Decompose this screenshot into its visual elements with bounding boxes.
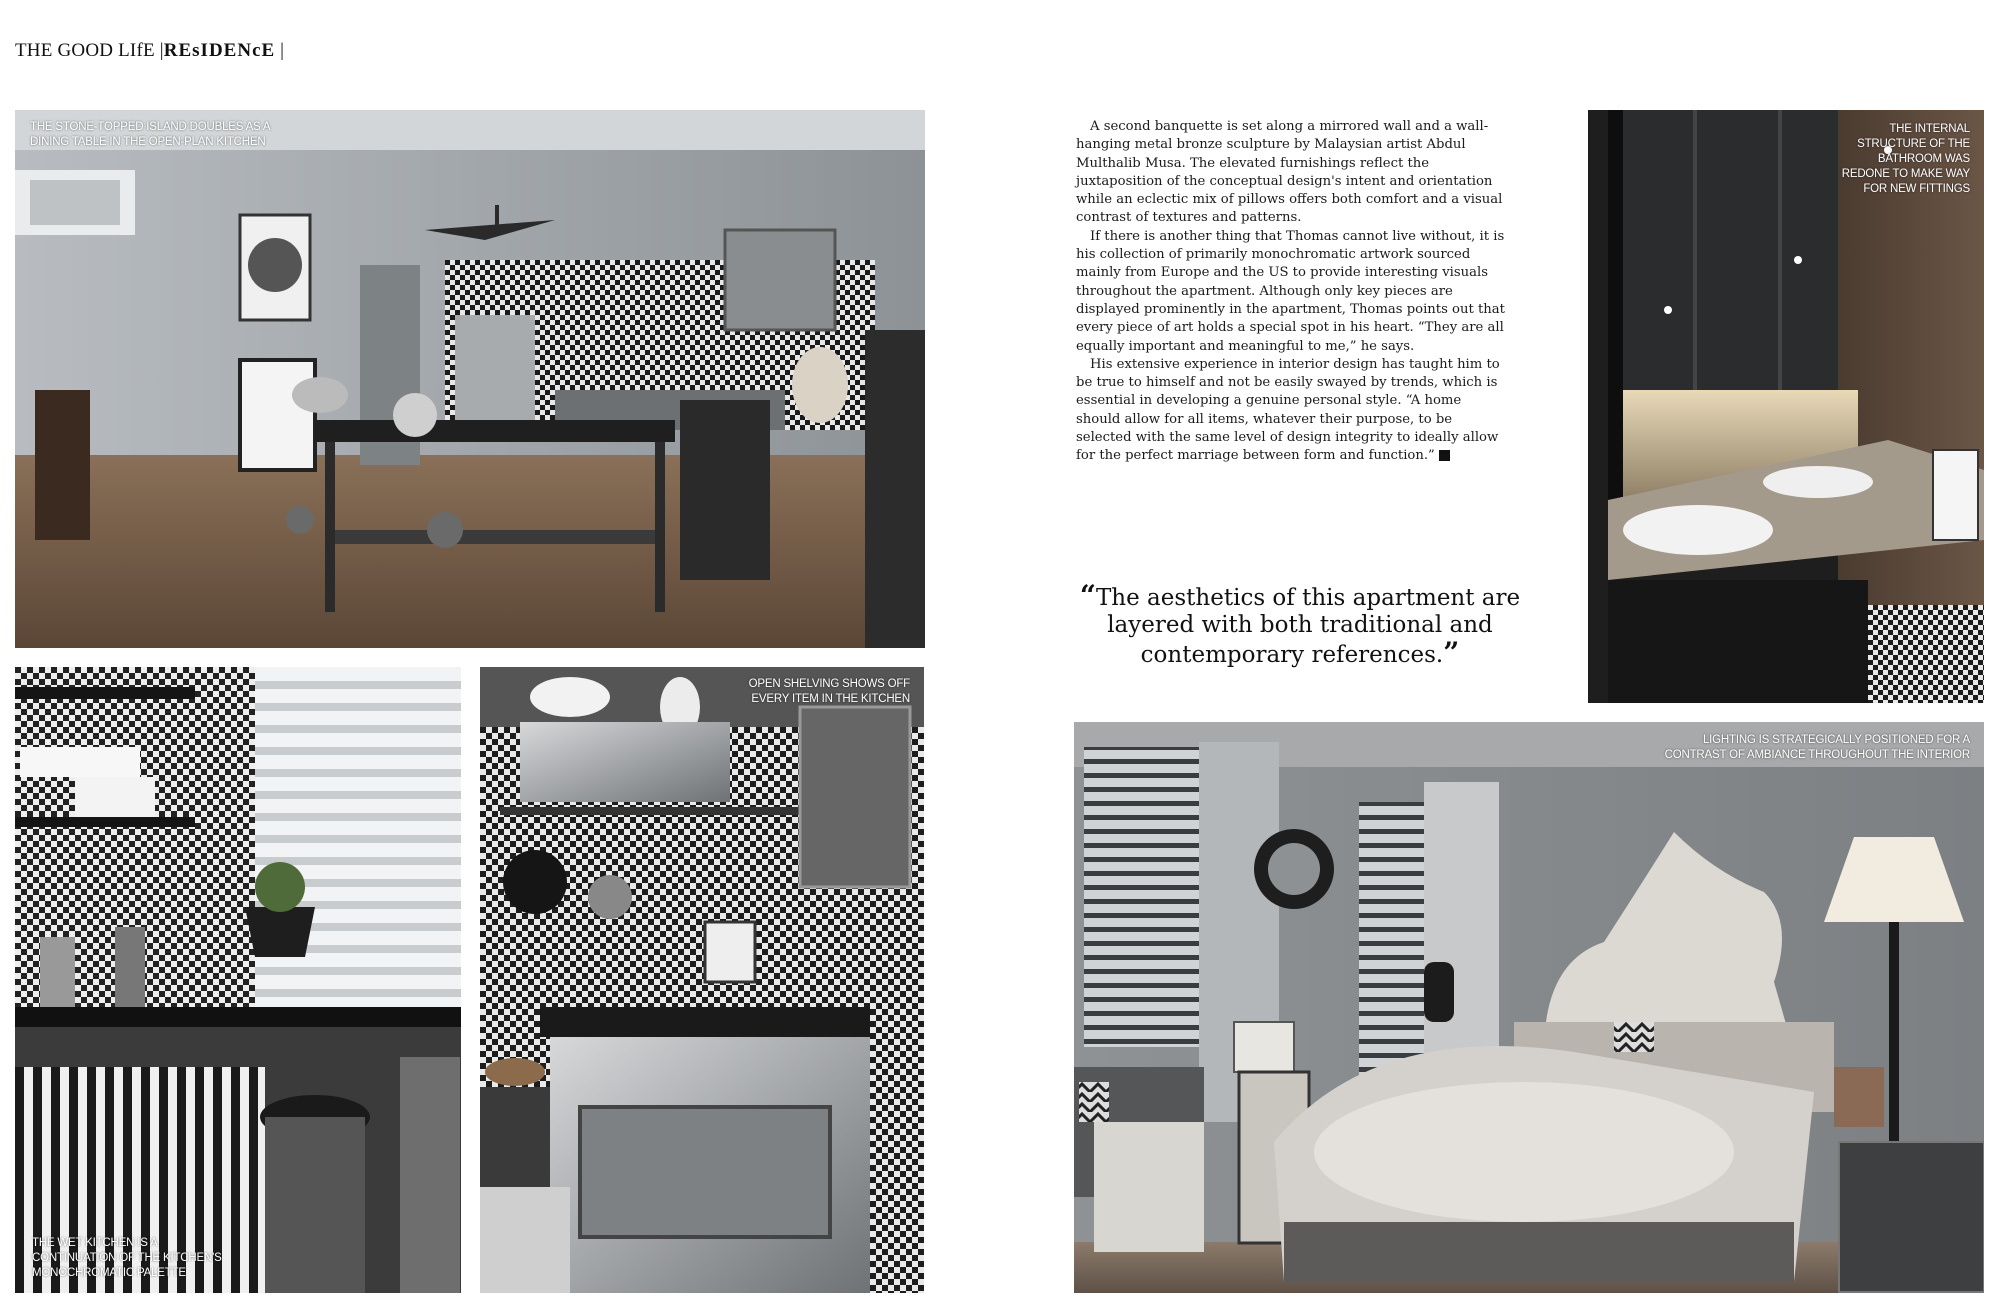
article-paragraph-text: His extensive experience in interior design has taught him to be true to himself and not be easily swayed by trends, which is essential in developing a genuine personal style. “A home should allow for all items, whatever their purpose, to be selected with the same level of design integrity to ideally allow for the perfect marriage between form and function.” [1076, 356, 1500, 464]
article-body [1076, 118, 1508, 466]
running-header [15, 40, 284, 62]
kitchen-island-image [15, 110, 925, 648]
article-paragraph: A second banquette is set along a mirrored wall and a wall-hanging metal bronze sculpture by Malaysian artist Abdul Multhalib Musa. The elevated furnishings reflect the juxtaposition of the conceptual design's intent and orientation while an eclectic mix of pillows offers both comfort and a visual contrast of textures and patterns. [1076, 119, 1503, 226]
bedroom-caption: LIGHTING IS STRATEGICALLY POSITIONED FOR A CONTRAST OF AMBIANCE THROUGHOUT THE INTERIOR [1664, 734, 1970, 761]
bathroom-caption: THE INTERNAL STRUCTURE OF THE BATHROOM WAS REDONE TO MAKE WAY FOR NEW FITTINGS [1841, 123, 1970, 195]
bedroom-image [1074, 722, 1984, 1293]
wet-kitchen-caption: THE WET KITCHEN IS A CONTINUATION OF THE KITCHEN'S MONOCHROMATIC PALETTE [32, 1237, 222, 1279]
wet-kitchen-photo [15, 667, 461, 1293]
article-paragraph [1076, 356, 1508, 466]
bathroom-photo [1588, 110, 1984, 703]
end-mark-icon: P [1439, 450, 1450, 461]
kitchen-island-photo [15, 110, 925, 648]
open-quote-mark: “ [1079, 579, 1096, 612]
bedroom-photo [1074, 722, 1984, 1293]
pull-quote [1060, 579, 1540, 669]
shelving-image [480, 667, 924, 1293]
wet-kitchen-image [15, 667, 461, 1293]
bathroom-image [1588, 110, 1984, 703]
shelving-photo [480, 667, 924, 1293]
article-paragraph: If there is another thing that Thomas cannot live without, it is his collection of primarily monochromatic artwork sourced mainly from Europe and the US to provide interesting visuals throughout the apartment. Although only key pieces are displayed prominently in the apartment, Thomas points out that every piece of art holds a special spot in his heart. “They are all equally important and meaningful to me,” he says. [1076, 228, 1505, 354]
header-divider: | [159, 40, 164, 61]
kitchen-island-caption: THE STONE-TOPPED ISLAND DOUBLES AS A DINING TABLE IN THE OPEN-PLAN KITCHEN [30, 121, 270, 148]
pull-quote-text: The aesthetics of this apartment are layered with both traditional and contemporary references. [1095, 585, 1521, 668]
shelving-caption: OPEN SHELVING SHOWS OFF EVERY ITEM IN THE KITCHEN [748, 678, 910, 705]
magazine-name: THE GOOD LIfE [15, 40, 155, 61]
header-divider: | [280, 40, 285, 61]
close-quote-mark: ” [1443, 636, 1460, 669]
section-name: REsIDENcE [163, 40, 276, 61]
